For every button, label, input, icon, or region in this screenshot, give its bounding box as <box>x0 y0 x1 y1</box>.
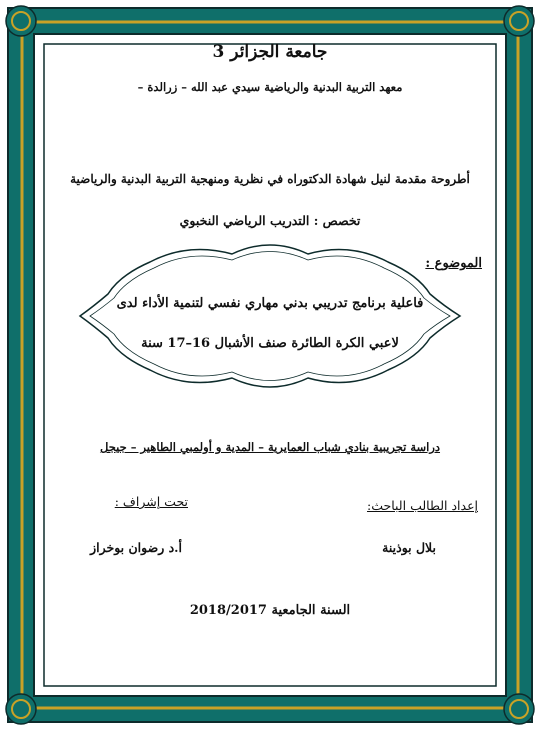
supervisor-name: أ.د رضوان بوخراز <box>90 540 182 555</box>
supervisor-label: تحت إشراف : <box>114 494 188 509</box>
topic-label: الموضوع : <box>425 256 482 271</box>
academic-year: السنة الجامعية 2018/2017 <box>189 603 351 618</box>
topic-cartouche <box>80 245 460 387</box>
institute-name: معهد التربية البدنية والرياضية سيدي عبد الله – زرالدة – <box>137 80 403 94</box>
university-name: جامعة الجزائر 3 <box>212 42 328 62</box>
study-description: دراسة تجريبية بنادي شباب العمايرية – المدية و أولمبي الطاهير – جيجل <box>99 440 441 454</box>
author-name: بلال بوذينة <box>382 540 436 555</box>
topic-line-1: فاعلية برنامج تدريبي بدني مهاري نفسي لتنمية الأداء لدى <box>116 296 424 311</box>
specialty: تخصص : التدريب الرياضي النخبوي <box>179 213 361 228</box>
topic-line-2: لاعبي الكرة الطائرة صنف الأشبال 16–17 سنة <box>141 336 399 351</box>
thesis-title: أطروحة مقدمة لنيل شهادة الدكتوراه في نظرية ومنهجية التربية البدنية والرياضية <box>70 172 470 186</box>
author-label: إعداد الطالب الباحث: <box>367 498 478 513</box>
